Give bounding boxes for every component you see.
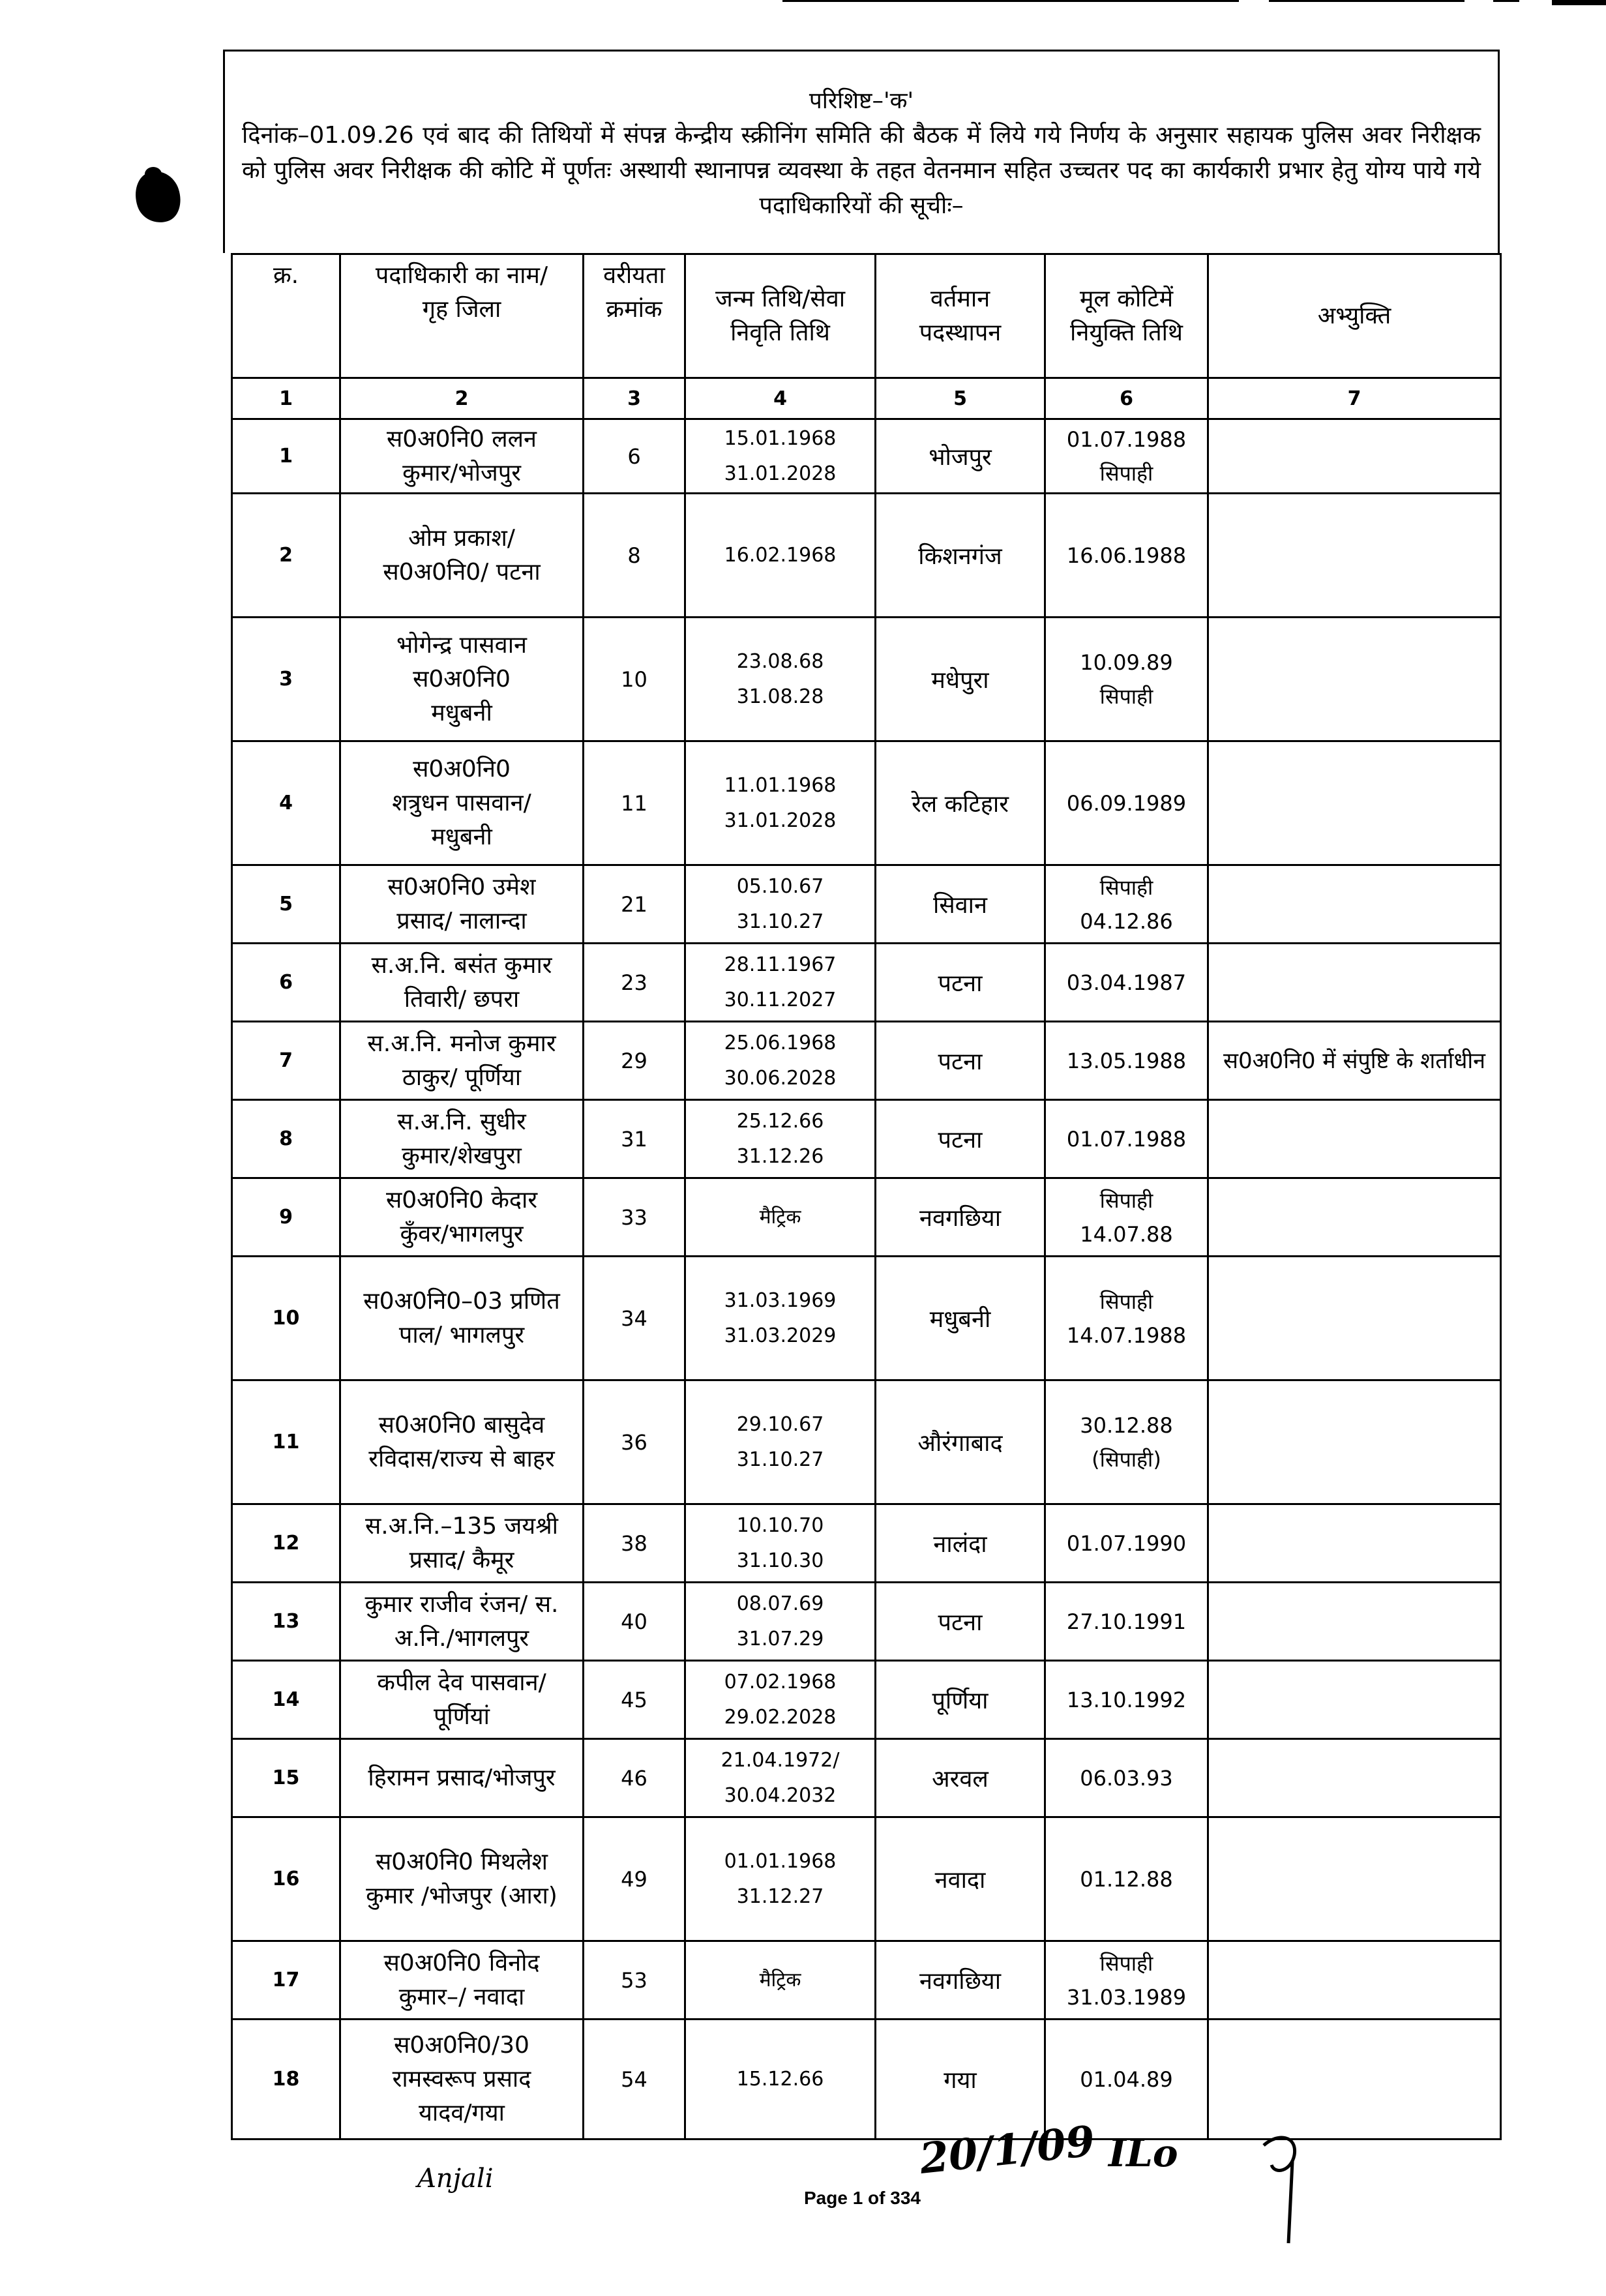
table-row [232, 1100, 1501, 1178]
column-number: 4 [685, 378, 876, 419]
seniority-number: 54 [584, 2020, 685, 2139]
appointment-date-line: 10.09.89 [1080, 649, 1173, 675]
appointment-date [1045, 1661, 1208, 1739]
seniority-number: 49 [584, 1817, 685, 1941]
current-posting: पूर्णिया [876, 1661, 1045, 1739]
signature: 20/1/09 [917, 2117, 1097, 2184]
remark [1208, 1817, 1501, 1941]
serial-number: 7 [232, 1022, 340, 1100]
birth-retirement-dates-line: 31.01.2028 [724, 809, 837, 832]
birth-retirement-dates-line: 31.10.30 [736, 1549, 824, 1572]
signature: Anjali [417, 2164, 494, 2194]
officer-name [340, 1022, 584, 1100]
officer-name-line: कुमार/भोजपुर [402, 459, 521, 486]
officer-name [340, 419, 584, 494]
top-edge-line [782, 0, 1239, 2]
appointment-date [1045, 1583, 1208, 1661]
officer-name [340, 2020, 584, 2139]
serial-number: 6 [232, 944, 340, 1022]
birth-retirement-dates-line: 30.06.2028 [724, 1066, 837, 1090]
officer-name-line: प्रसाद/ नालान्दा [396, 907, 527, 934]
remark [1208, 1380, 1501, 1504]
table-row [232, 2020, 1501, 2139]
seniority-number: 40 [584, 1583, 685, 1661]
table-header-row [232, 254, 1501, 378]
birth-retirement-dates [685, 1941, 876, 2020]
birth-retirement-dates [685, 494, 876, 618]
table-row [232, 1661, 1501, 1739]
birth-retirement-dates [685, 1100, 876, 1178]
appointment-date-line: 01.12.88 [1080, 1866, 1173, 1892]
page-title: परिशिष्ट–'क' [809, 88, 914, 114]
birth-retirement-dates-line: 31.03.1969 [724, 1289, 837, 1312]
column-header: पदाधिकारी का नाम/गृह जिला [340, 254, 584, 378]
birth-retirement-dates [685, 741, 876, 865]
appointment-date-line: 03.04.1987 [1066, 970, 1187, 995]
officer-name [340, 1100, 584, 1178]
officer-name-line: अ.नि./भागलपुर [394, 1624, 529, 1652]
officer-name [340, 494, 584, 618]
officer-name-line: मधुबनी [431, 699, 492, 726]
appointment-date-line: सिपाही [1099, 1289, 1153, 1314]
top-edge-line [1552, 0, 1606, 5]
officer-name-line: तिवारी/ छपरा [404, 985, 520, 1013]
seniority-number: 31 [584, 1100, 685, 1178]
serial-number: 9 [232, 1178, 340, 1257]
birth-retirement-dates-line: 30.04.2032 [724, 1783, 837, 1807]
column-header: मूल कोटिमें नियुक्ति तिथि [1045, 254, 1208, 378]
birth-retirement-dates-line: 31.03.2029 [724, 1324, 837, 1347]
appointment-date [1045, 1941, 1208, 2020]
birth-retirement-dates-line: 29.10.67 [736, 1412, 824, 1436]
signature: ILo [1108, 2131, 1178, 2175]
table-row [232, 1257, 1501, 1380]
birth-retirement-dates-line: 05.10.67 [736, 874, 824, 898]
current-posting: अरवल [876, 1739, 1045, 1817]
remark [1208, 944, 1501, 1022]
serial-number: 3 [232, 618, 340, 741]
appointment-date-line: 01.04.89 [1080, 2066, 1173, 2092]
officer-name-line: कुँवर/भागलपुर [400, 1220, 524, 1247]
birth-retirement-dates-line: 01.01.1968 [724, 1849, 837, 1873]
appointment-date [1045, 944, 1208, 1022]
officer-name [340, 865, 584, 944]
officer-name-line: कुमार–/ नवादा [398, 1983, 525, 2010]
current-posting: सिवान [876, 865, 1045, 944]
current-posting: मधुबनी [876, 1257, 1045, 1380]
officer-name-line: कुमार/शेखपुरा [402, 1142, 522, 1169]
birth-retirement-dates [685, 865, 876, 944]
birth-retirement-dates-line: 31.10.27 [736, 910, 824, 933]
current-posting: नवादा [876, 1817, 1045, 1941]
officer-name-line: पाल/ भागलपुर [398, 1321, 525, 1349]
seniority-number: 10 [584, 618, 685, 741]
current-posting: नवगछिया [876, 1178, 1045, 1257]
column-number: 3 [584, 378, 685, 419]
officer-name-line: स0अ0नि0/ पटना [383, 558, 541, 586]
birth-retirement-dates [685, 1178, 876, 1257]
appointment-date [1045, 419, 1208, 494]
officer-name [340, 1817, 584, 1941]
seniority-number: 11 [584, 741, 685, 865]
table-row [232, 1817, 1501, 1941]
appointment-date-line: सिपाही [1099, 683, 1153, 709]
birth-retirement-dates [685, 1380, 876, 1504]
birth-retirement-dates-line: 31.12.26 [736, 1144, 824, 1168]
birth-retirement-dates-line: 11.01.1968 [724, 773, 837, 797]
seniority-number: 45 [584, 1661, 685, 1739]
officer-name-line: भोगेन्द्र पासवान [396, 631, 527, 659]
signature-mark [1258, 2126, 1311, 2250]
birth-retirement-dates-line: 15.12.66 [736, 2067, 824, 2091]
table-row [232, 1022, 1501, 1100]
remark [1208, 1178, 1501, 1257]
birth-retirement-dates-line: 31.08.28 [736, 685, 824, 708]
remark [1208, 1100, 1501, 1178]
birth-retirement-dates-line: मैट्रिक [759, 1205, 801, 1229]
birth-retirement-dates-line: मैट्रिक [759, 1968, 801, 1991]
appointment-date [1045, 1739, 1208, 1817]
officer-name [340, 1380, 584, 1504]
table-row [232, 1380, 1501, 1504]
table-row [232, 1178, 1501, 1257]
remark [1208, 865, 1501, 944]
birth-retirement-dates-line: 31.07.29 [736, 1627, 824, 1650]
table-row [232, 944, 1501, 1022]
appointment-date-line: 01.07.1990 [1066, 1530, 1187, 1556]
ink-blot [145, 167, 162, 181]
officer-name [340, 944, 584, 1022]
seniority-number: 8 [584, 494, 685, 618]
birth-retirement-dates [685, 419, 876, 494]
column-header: जन्म तिथि/सेवा निवृति तिथि [685, 254, 876, 378]
birth-retirement-dates [685, 618, 876, 741]
seniority-number: 21 [584, 865, 685, 944]
appointment-date-line: 14.07.1988 [1066, 1322, 1187, 1348]
column-header: क्र. [232, 254, 340, 378]
appointment-date-line: 30.12.88 [1080, 1412, 1173, 1438]
remark [1208, 1941, 1501, 2020]
birth-retirement-dates-line: 30.11.2027 [724, 988, 837, 1011]
appointment-date [1045, 1380, 1208, 1504]
table-row [232, 618, 1501, 741]
seniority-number: 38 [584, 1504, 685, 1583]
remark [1208, 1257, 1501, 1380]
current-posting: रेल कटिहार [876, 741, 1045, 865]
appointment-date [1045, 494, 1208, 618]
seniority-number: 33 [584, 1178, 685, 1257]
serial-number: 5 [232, 865, 340, 944]
table-row [232, 865, 1501, 944]
current-posting: पटना [876, 944, 1045, 1022]
officer-name [340, 1941, 584, 2020]
table-row [232, 1739, 1501, 1817]
table-row [232, 1504, 1501, 1583]
officer-name-line: हिरामन प्रसाद/भोजपुर [368, 1764, 556, 1791]
appointment-date-line: 16.06.1988 [1066, 543, 1187, 568]
current-posting: पटना [876, 1583, 1045, 1661]
column-header: वरीयता क्रमांक [584, 254, 685, 378]
birth-retirement-dates [685, 2020, 876, 2139]
officer-name-line: रामस्वरूप प्रसाद [392, 2065, 531, 2093]
birth-retirement-dates-line: 10.10.70 [736, 1513, 824, 1537]
officer-name [340, 1583, 584, 1661]
document-header [223, 50, 1500, 253]
seniority-number: 6 [584, 419, 685, 494]
officer-list-table [231, 253, 1502, 2140]
appointment-date-line: 06.09.1989 [1066, 790, 1187, 816]
appointment-date-line: 14.07.88 [1080, 1221, 1173, 1247]
birth-retirement-dates-line: 16.02.1968 [724, 543, 837, 567]
serial-number: 14 [232, 1661, 340, 1739]
current-posting: नवगछिया [876, 1941, 1045, 2020]
appointment-date-line: सिपाही [1099, 460, 1153, 486]
serial-number: 1 [232, 419, 340, 494]
birth-retirement-dates-line: 29.02.2028 [724, 1705, 837, 1729]
appointment-date-line: 04.12.86 [1080, 908, 1173, 934]
birth-retirement-dates [685, 1022, 876, 1100]
appointment-date [1045, 741, 1208, 865]
birth-retirement-dates [685, 1817, 876, 1941]
serial-number: 8 [232, 1100, 340, 1178]
serial-number: 17 [232, 1941, 340, 2020]
officer-name-line: स0अ0नि0 उमेश [387, 873, 536, 901]
officer-name-line: कपील देव पासवान/ [377, 1669, 546, 1696]
birth-retirement-dates [685, 1739, 876, 1817]
appointment-date [1045, 1178, 1208, 1257]
serial-number: 2 [232, 494, 340, 618]
serial-number: 12 [232, 1504, 340, 1583]
birth-retirement-dates [685, 1583, 876, 1661]
seniority-number: 34 [584, 1257, 685, 1380]
officer-name-line: स0अ0नि0 मिथलेश [375, 1848, 548, 1875]
officer-name-line: प्रसाद/ कैमूर [409, 1546, 514, 1573]
serial-number: 10 [232, 1257, 340, 1380]
officer-name [340, 1178, 584, 1257]
serial-number: 18 [232, 2020, 340, 2139]
seniority-number: 46 [584, 1739, 685, 1817]
officer-name [340, 1739, 584, 1817]
column-header: अभ्युक्ति [1208, 254, 1501, 378]
officer-name-line: कुमार राजीव रंजन/ स. [364, 1590, 559, 1618]
appointment-date-line: (सिपाही) [1092, 1446, 1161, 1472]
birth-retirement-dates-line: 28.11.1967 [724, 953, 837, 976]
appointment-date [1045, 865, 1208, 944]
officer-name [340, 741, 584, 865]
current-posting: औरंगाबाद [876, 1380, 1045, 1504]
current-posting: किशनगंज [876, 494, 1045, 618]
appointment-date-line: 31.03.1989 [1066, 1984, 1187, 2010]
table-row [232, 494, 1501, 618]
column-header: वर्तमान पदस्थापन [876, 254, 1045, 378]
officer-name-line: रविदास/राज्य से बाहर [368, 1445, 555, 1472]
officer-name [340, 1504, 584, 1583]
current-posting: गया [876, 2020, 1045, 2139]
officer-name-line: स.अ.नि. सुधीर [397, 1108, 526, 1135]
remark [1208, 741, 1501, 865]
officer-name-line: ओम प्रकाश/ [408, 524, 515, 552]
appointment-date [1045, 618, 1208, 741]
appointment-date-line: सिपाही [1099, 1950, 1153, 1976]
officer-name-line: स0अ0नि0 [413, 665, 511, 693]
top-edge-line [1493, 0, 1519, 2]
seniority-number: 23 [584, 944, 685, 1022]
top-edge-line [1269, 0, 1465, 2]
birth-retirement-dates-line: 08.07.69 [736, 1592, 824, 1615]
column-number: 2 [340, 378, 584, 419]
serial-number: 4 [232, 741, 340, 865]
remark [1208, 494, 1501, 618]
current-posting: मधेपुरा [876, 618, 1045, 741]
birth-retirement-dates [685, 1504, 876, 1583]
seniority-number: 53 [584, 1941, 685, 2020]
column-number: 1 [232, 378, 340, 419]
appointment-date [1045, 1817, 1208, 1941]
officer-name-line: शत्रुधन पासवान/ [392, 789, 531, 816]
appointment-date [1045, 1504, 1208, 1583]
column-number-row [232, 378, 1501, 419]
appointment-date-line: सिपाही [1099, 1187, 1153, 1213]
birth-retirement-dates-line: 21.04.1972/ [721, 1748, 840, 1772]
current-posting: नालंदा [876, 1504, 1045, 1583]
birth-retirement-dates [685, 1257, 876, 1380]
current-posting: पटना [876, 1100, 1045, 1178]
birth-retirement-dates-line: 31.12.27 [736, 1885, 824, 1908]
officer-name-line: स0अ0नि0 बासुदेव [378, 1411, 545, 1439]
birth-retirement-dates-line: 25.06.1968 [724, 1031, 837, 1054]
column-number: 7 [1208, 378, 1501, 419]
officer-name-line: स.अ.नि. मनोज कुमार [367, 1030, 556, 1057]
current-posting: भोजपुर [876, 419, 1045, 494]
appointment-date-line: 06.03.93 [1080, 1765, 1173, 1791]
appointment-date-line: 27.10.1991 [1066, 1609, 1187, 1634]
officer-name-line: स.अ.नि. बसंत कुमार [371, 951, 552, 979]
appointment-date-line: 01.07.1988 [1066, 1126, 1187, 1152]
serial-number: 13 [232, 1583, 340, 1661]
birth-retirement-dates-line: 31.01.2028 [724, 462, 837, 485]
officer-name [340, 618, 584, 741]
birth-retirement-dates [685, 1661, 876, 1739]
appointment-date [1045, 1100, 1208, 1178]
current-posting: पटना [876, 1022, 1045, 1100]
birth-retirement-dates-line: 25.12.66 [736, 1109, 824, 1133]
birth-retirement-dates-line: 07.02.1968 [724, 1670, 837, 1693]
officer-name-line: स.अ.नि.–135 जयश्री [364, 1512, 559, 1540]
birth-retirement-dates-line: 31.10.27 [736, 1448, 824, 1471]
remark [1208, 1739, 1501, 1817]
appointment-date-line: सिपाही [1099, 874, 1153, 900]
officer-name-line: कुमार /भोजपुर (आरा) [366, 1882, 558, 1909]
officer-name [340, 1661, 584, 1739]
officer-name-line: पूर्णियां [433, 1703, 490, 1730]
officer-name-line: यादव/गया [419, 2099, 505, 2126]
appointment-date-line: 13.10.1992 [1066, 1687, 1187, 1712]
birth-retirement-dates [685, 944, 876, 1022]
appointment-date [1045, 1022, 1208, 1100]
appointment-date-line: 13.05.1988 [1066, 1048, 1187, 1073]
seniority-number: 29 [584, 1022, 685, 1100]
remark [1208, 618, 1501, 741]
birth-retirement-dates-line: 23.08.68 [736, 649, 824, 673]
appointment-date [1045, 1257, 1208, 1380]
serial-number: 11 [232, 1380, 340, 1504]
remark [1208, 2020, 1501, 2139]
officer-name [340, 1257, 584, 1380]
serial-number: 15 [232, 1739, 340, 1817]
officer-name-line: मधुबनी [431, 823, 492, 850]
remark [1208, 419, 1501, 494]
table-row [232, 1941, 1501, 2020]
seniority-number: 36 [584, 1380, 685, 1504]
header-description: दिनांक–01.09.26 एवं बाद की तिथियों में संपन्न केन्द्रीय स्क्रीनिंग समिति की बैठक में लिये गये निर्णय के अनुसार सहायक पुलिस अवर निरीक्षक को पुलिस अवर निरीक्षक की कोटि में पूर्णतः अस्थायी स्थानापन्न व्यवस्था के तहत वेतनमान सहित उच्चतर पद का कार्यकारी प्रभार हेतु योग्य पाये गये पदाधिकारियों की सूचीः– [242, 122, 1481, 219]
officer-name-line: स0अ0नि0 ललन [386, 425, 537, 453]
officer-name-line: स0अ0नि0 [413, 755, 511, 783]
table-row [232, 741, 1501, 865]
page-number: Page 1 of 334 [804, 2188, 921, 2208]
remark [1208, 1583, 1501, 1661]
remark: स0अ0नि0 में संपुष्टि के शर्ताधीन [1208, 1022, 1501, 1100]
birth-retirement-dates-line: 15.01.1968 [724, 426, 837, 450]
serial-number: 16 [232, 1817, 340, 1941]
column-number: 5 [876, 378, 1045, 419]
column-number: 6 [1045, 378, 1208, 419]
remark [1208, 1661, 1501, 1739]
table-row [232, 419, 1501, 494]
officer-name-line: स0अ0नि0–03 प्रणित [363, 1287, 560, 1315]
officer-name-line: ठाकुर/ पूर्णिया [402, 1064, 522, 1091]
officer-name-line: स0अ0नि0/30 [394, 2031, 529, 2059]
officer-name-line: स0अ0नि0 केदार [385, 1186, 538, 1214]
table-row [232, 1583, 1501, 1661]
remark [1208, 1504, 1501, 1583]
officer-name-line: स0अ0नि0 विनोद [383, 1949, 540, 1976]
appointment-date-line: 01.07.1988 [1066, 426, 1187, 452]
